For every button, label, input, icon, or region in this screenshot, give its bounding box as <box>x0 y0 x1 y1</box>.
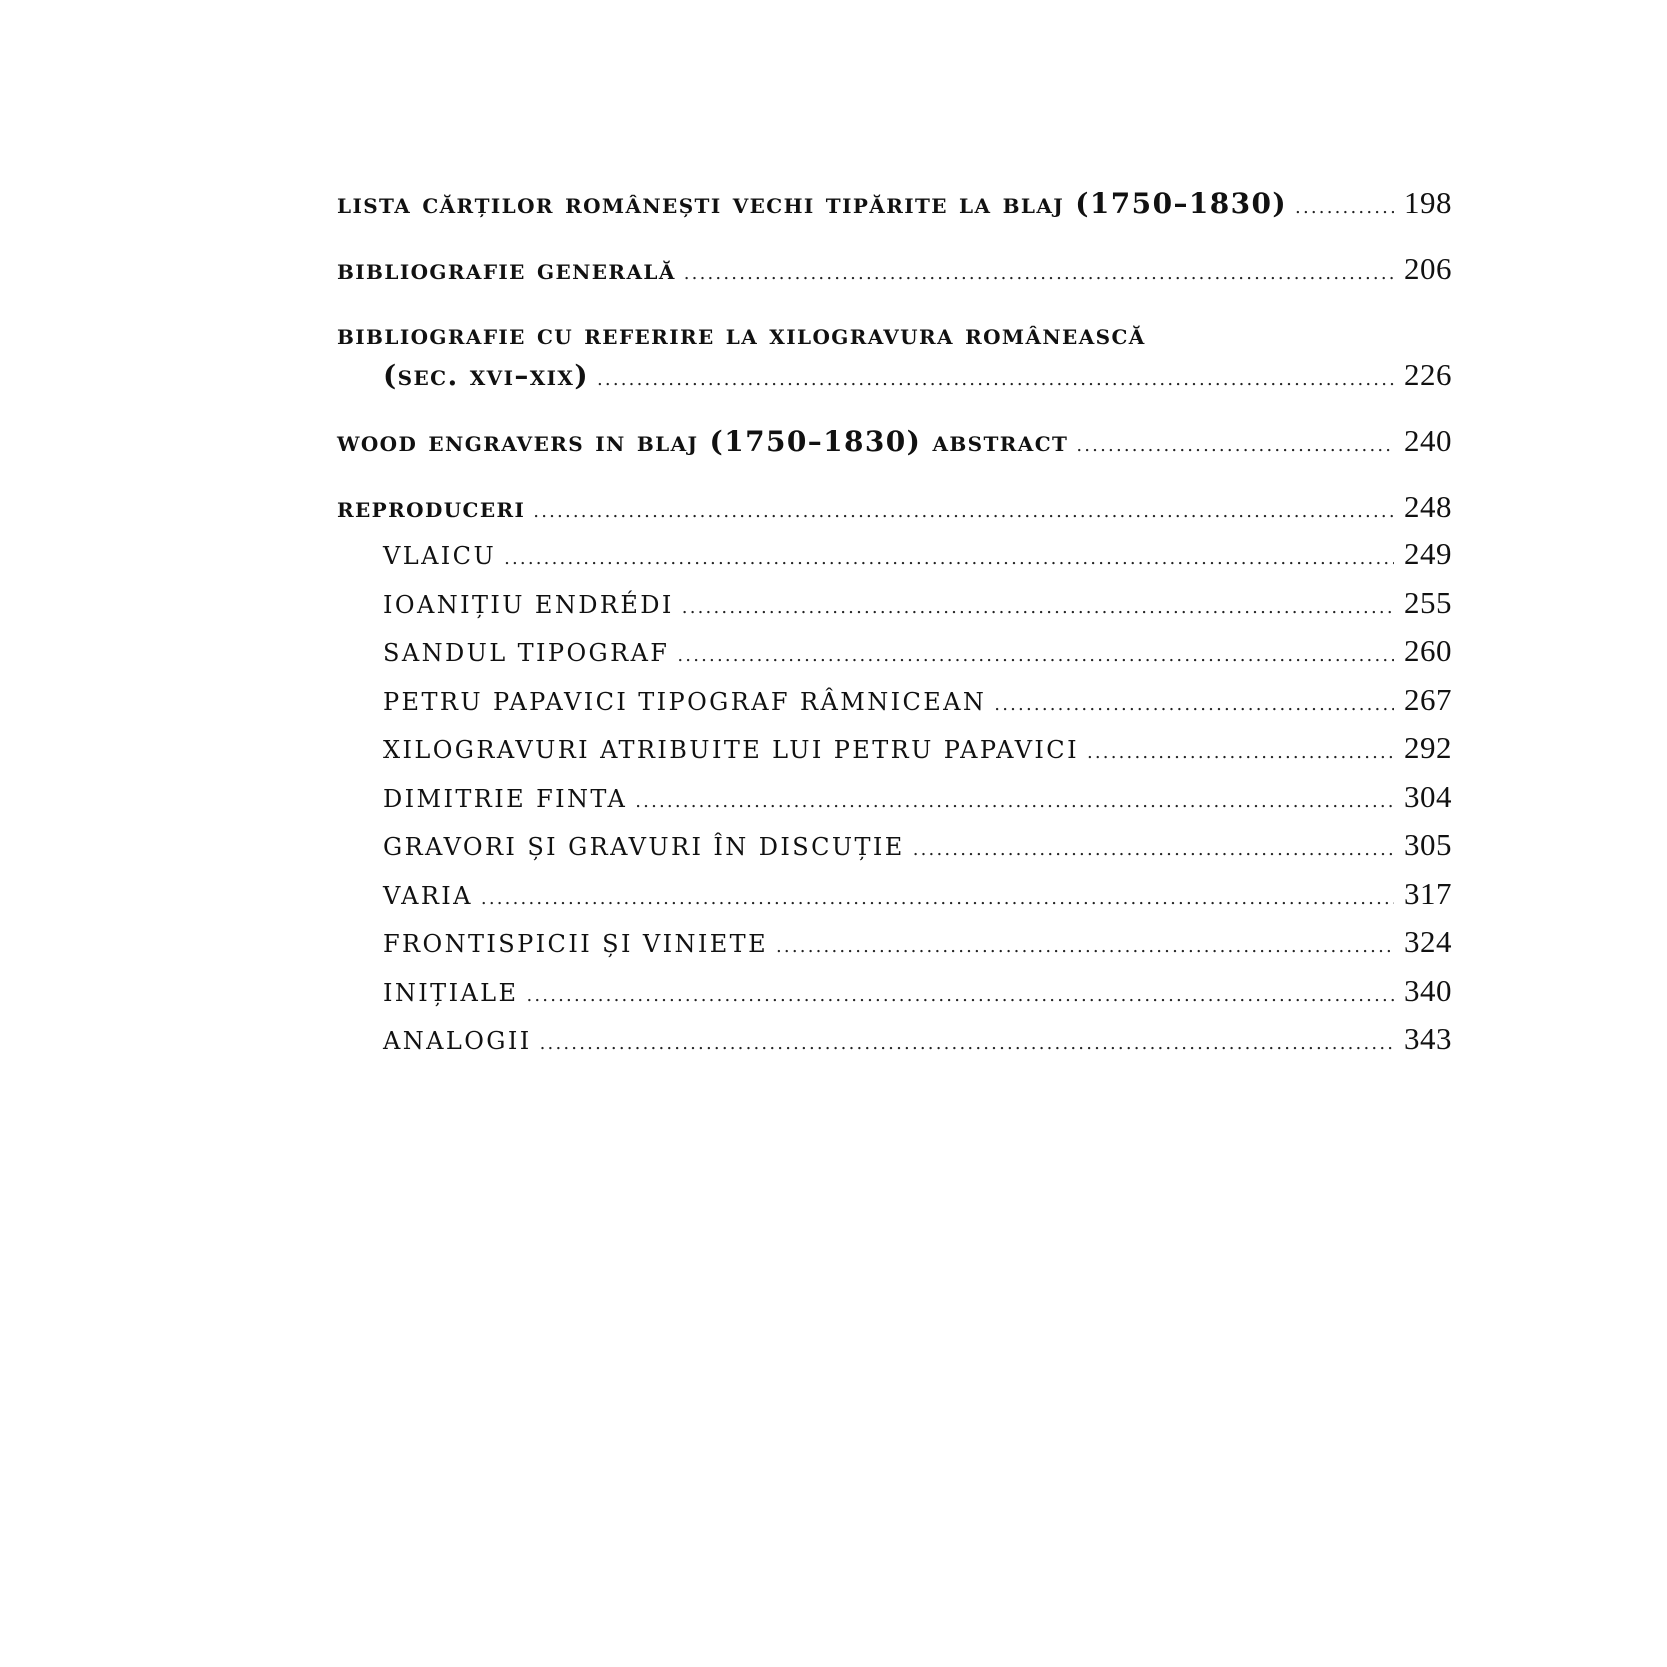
toc-subentry <box>337 969 1452 1018</box>
toc-subentry-title: INIȚIALE <box>383 978 519 1007</box>
toc-subentry <box>337 581 1452 630</box>
dot-leader <box>682 586 1394 630</box>
toc-subentry <box>337 823 1452 872</box>
toc-subentry-page: 292 <box>1404 730 1452 765</box>
toc-entry-title: reproduceri <box>337 491 526 524</box>
table-of-contents <box>337 183 1452 1087</box>
toc-subentry-page: 260 <box>1404 633 1452 668</box>
toc-subentry <box>337 1017 1452 1066</box>
dot-leader <box>1076 426 1394 466</box>
dot-leader <box>994 683 1394 727</box>
dot-leader <box>1087 731 1394 775</box>
toc-entry-title-line1: bibliografie cu referire la xilogravura românească <box>337 318 1146 351</box>
toc-subentry-title: VARIA <box>383 881 473 910</box>
toc-subentry-page: 255 <box>1404 584 1452 620</box>
toc-entry-page: 206 <box>1404 251 1452 286</box>
toc-subentry-title: XILOGRAVURI ATRIBUITE LUI PETRU PAPAVICI <box>383 736 1079 764</box>
toc-subentry-title: FRONTISPICII ȘI VINIETE <box>383 930 769 958</box>
toc-subentry <box>337 726 1452 775</box>
toc-subentry-page: 305 <box>1404 827 1452 862</box>
dot-leader <box>1295 188 1394 228</box>
dot-leader <box>504 537 1394 581</box>
toc-entry-title: wood engravers in blaj (1750–1830) abstract <box>337 425 1069 458</box>
toc-subentry-page: 317 <box>1404 875 1452 911</box>
toc-subentry <box>337 775 1452 824</box>
toc-subentry-title: PETRU PAPAVICI TIPOGRAF RÂMNICEAN <box>383 687 987 716</box>
dot-leader <box>526 974 1394 1018</box>
toc-subentry <box>337 629 1452 678</box>
dot-leader <box>635 780 1394 824</box>
dot-leader <box>533 492 1394 532</box>
toc-section-lista <box>337 183 1452 228</box>
toc-subentry-page: 267 <box>1404 681 1452 717</box>
toc-section-bibliografie-xilogravura <box>337 315 1452 400</box>
toc-entry <box>337 421 1452 466</box>
toc-entry-page: 198 <box>1404 185 1452 220</box>
toc-subentry-page: 249 <box>1404 536 1452 571</box>
toc-section-reproduceri <box>337 487 1452 1066</box>
toc-subentry-title: ANALOGII <box>383 1027 532 1055</box>
toc-subentry-page: 343 <box>1404 1021 1452 1056</box>
toc-subentry-title: DIMITRIE FINTA <box>383 784 628 813</box>
toc-entry <box>337 183 1452 228</box>
toc-entry <box>337 355 1452 400</box>
toc-entry-title: bibliografie generală <box>337 253 676 286</box>
toc-entry-page: 226 <box>1404 357 1452 392</box>
toc-entry <box>337 487 1452 532</box>
toc-entry <box>337 249 1452 294</box>
dot-leader <box>913 828 1394 872</box>
dot-leader <box>677 634 1394 678</box>
toc-subentry <box>337 872 1452 921</box>
dot-leader <box>540 1022 1394 1066</box>
dot-leader <box>684 254 1394 294</box>
dot-leader <box>597 360 1394 400</box>
dot-leader <box>481 877 1394 921</box>
toc-subentry-page: 324 <box>1404 924 1452 959</box>
toc-entry-page: 240 <box>1404 423 1452 458</box>
toc-section-abstract <box>337 421 1452 466</box>
toc-subentry-title: GRAVORI ȘI GRAVURI ÎN DISCUȚIE <box>383 833 905 861</box>
toc-subentry <box>337 920 1452 969</box>
toc-subentry-title: SANDUL TIPOGRAF <box>383 639 670 667</box>
toc-entry-page: 248 <box>1404 489 1452 524</box>
dot-leader <box>776 925 1394 969</box>
toc-subentry <box>337 532 1452 581</box>
toc-entry-title-line2: (sec. xvi–xix) <box>383 359 589 392</box>
toc-subentry-title: VLAICU <box>383 542 497 570</box>
toc-entry-title: lista cărților românești vechi tipărite la blaj (1750–1830) <box>337 187 1288 220</box>
toc-subentry-page: 340 <box>1404 972 1452 1008</box>
toc-section-bibliografie-generala <box>337 249 1452 294</box>
toc-subentry-title: IOANIȚIU ENDRÉDI <box>383 590 674 619</box>
toc-subentry <box>337 678 1452 727</box>
toc-subentry-page: 304 <box>1404 778 1452 814</box>
